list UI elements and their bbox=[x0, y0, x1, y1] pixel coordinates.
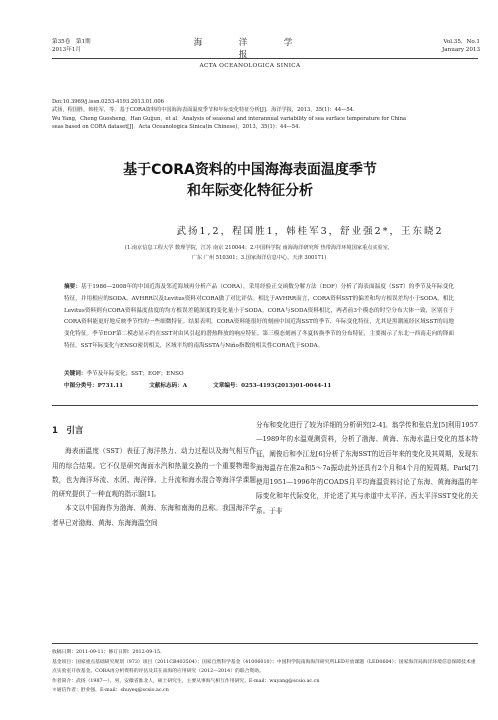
journal-name-cn: 海 洋 学 报 bbox=[193, 38, 329, 60]
left-column bbox=[52, 418, 256, 530]
keywords-text: 季节及年际变化；SST；EOF；ENSO bbox=[86, 371, 184, 377]
section-heading: 1 引言 bbox=[52, 426, 84, 436]
date-cn: 2013年1月 bbox=[52, 47, 81, 53]
citation-block bbox=[52, 98, 480, 132]
article-number: 文章编号：0253-4193(2013)01-0044-11 bbox=[213, 382, 332, 389]
affiliation bbox=[64, 243, 454, 263]
volume-en: Vol.35，No.1 bbox=[443, 39, 480, 45]
keywords-label: 关键词： bbox=[64, 371, 87, 377]
meta-block bbox=[64, 369, 454, 393]
affiliation-line-2: 广东 广州 510301；3.国家海洋信息中心，天津 300171) bbox=[191, 255, 327, 261]
clc-code: 中图分类号：P731.11 bbox=[64, 382, 124, 389]
article-title bbox=[60, 160, 440, 202]
header-rule bbox=[52, 58, 478, 59]
abstract bbox=[64, 282, 454, 353]
paragraph: 分布和变化进行了较为详细的分析研究[2-4]。翁学传和张启龙[5]利用1957—1989年的水温观测资料，分析了渤海、黄海、东海水温日变化的基本特征，阐俊后和李江龙[6]分析了东海SST的近百年来的变化及其周期，发现东海海温存在准2a和5～7a振动此外还具有2个月和4个月的短周期。Park[7]使用1951—1996年的COADS月平均海温资料讨论了东海、黄海海温的年际变化和年代际变化，并论述了其与赤道中太平洋、西太平洋SST变化的关系。于非 bbox=[256, 421, 478, 515]
citation-en-line2: seas based on CORA dataset[J]．Acta Oceanologica Sinica(in Chinese)，2013，35(1)：44—54. bbox=[52, 124, 301, 131]
classification-line bbox=[64, 381, 454, 393]
title-line-2: 和年际变化特征分析 bbox=[187, 183, 313, 199]
fund-note: 基金项目：国家重点基础研究规划（973）项目（2011CB403504）；国家自然科学基金（41006010）；中国科学院南海海洋研究所LED开放课题（LED0604）；国家海洋局海洋环境信息保障技术重点实验室开放基金。CORA再分析资料的评估及其在南海的应用研究（2012—2014）的联合资助。 bbox=[52, 659, 476, 675]
doi: Doi:10.3969/j.issn.0253-4193.2013.01.006 bbox=[52, 99, 164, 105]
abstract-label: 摘要： bbox=[64, 284, 82, 290]
paragraph: 海表面温度（SST）表征了海洋热力、动力过程以及海气相互作用的综合结果。它不仅是研究海面水汽和热量交换的一个重要物理参数，也为海洋环流、水团、海洋锋、上升流和海水混合等海洋学课题的研究提供了一种直观的指示器[1]。 bbox=[52, 447, 256, 499]
header-center bbox=[185, 36, 329, 69]
author-bio: 作者简介：武扬（1987—），男，安徽省淮北人，硕士研究生，主要从事海气相互作用研究。E-mail：wuyang@scsio.ac.cn bbox=[52, 678, 320, 684]
authors: 武扬1,2，程国胜1，韩桂军3，舒业强2*，王东晓2 bbox=[176, 226, 444, 237]
title-line-1: 基于CORA资料的中国海海表面温度季节 bbox=[123, 162, 377, 178]
body-rule bbox=[52, 405, 478, 406]
date-en: January 2013 bbox=[442, 47, 480, 53]
footnotes bbox=[52, 643, 478, 696]
received-date: 收稿日期：2011-09-11；修订日期：2012-09-15. bbox=[52, 650, 162, 655]
document-code: 文献标志码：A bbox=[149, 382, 188, 389]
paragraph: 本文以中国海作为渤海、黄海、东海和南海的总称。我国海洋学者早已对渤海、黄海、东海海温空间 bbox=[52, 504, 256, 527]
abstract-text: 基于1986—2008年的中国近海及邻近海域再分析产品（CORA），采用经验正交函数分解方法（EOF）分析了海表面温度（SST）的季节及年际变化特征，并用相应的SODA、AVHRR以及Levitus资料对CORA做了对比评估。相比于AVHRR而言，CORA资料SST的偏差和均方根误差均小于SODA，相比Levitus资料则有CORA资料温度盐度的均方根误差随深度的变化量小于SODA。CORA与SODA资料相比，两者前3个模态的时空分布大体一致，区别在于CORA资料能更好地反映季节性的一些细微特征。结果表明，CORA资料能很好的刻画中国近海SST的季节、年际变化特征，尤其是黑潮流经区域SST的局地变化特征。季节EOF第二模态显示约在SST对由风引起的潜热释放的响应特征。第三模态刻画了冬夏转换季节的分布特征，主要揭示了东北一西南走向的锋面特征。SST年际变化与ENSO密切相关，区域平均的南海SSTA与Niño指数的相关性CORA优于SODA。 bbox=[64, 284, 454, 349]
keywords bbox=[64, 369, 454, 381]
volume-cn: 第35卷 第1期 bbox=[52, 39, 91, 45]
affiliation-line-1: (1.南京信息工程大学 数理学院，江苏 南京 210044；2.中国科学院 南海海洋研究所 热带海洋环境国家重点实验室， bbox=[124, 245, 394, 251]
corresponding-author: ＊通信作者：舒业强，E-mail：shuyeq@scsio.ac.cn bbox=[52, 688, 169, 694]
right-column bbox=[256, 418, 478, 518]
header-right bbox=[442, 38, 480, 54]
citation-cn: 武扬，程国胜，韩桂军，等．基于CORA资料的中国海海表面温度季节和年际变化特征分析[J]．海洋学报，2013，35(1)：44—54. bbox=[52, 107, 355, 114]
citation-en-line1: Wu Yang，Cheng Guosheng，Han Guijun，et al．Analysis of seasonal and interannual variability of sea surface temperature for China bbox=[52, 115, 407, 122]
header-left bbox=[52, 38, 91, 54]
journal-name-en: ACTA OCEANOLOGICA SINICA bbox=[199, 63, 301, 69]
